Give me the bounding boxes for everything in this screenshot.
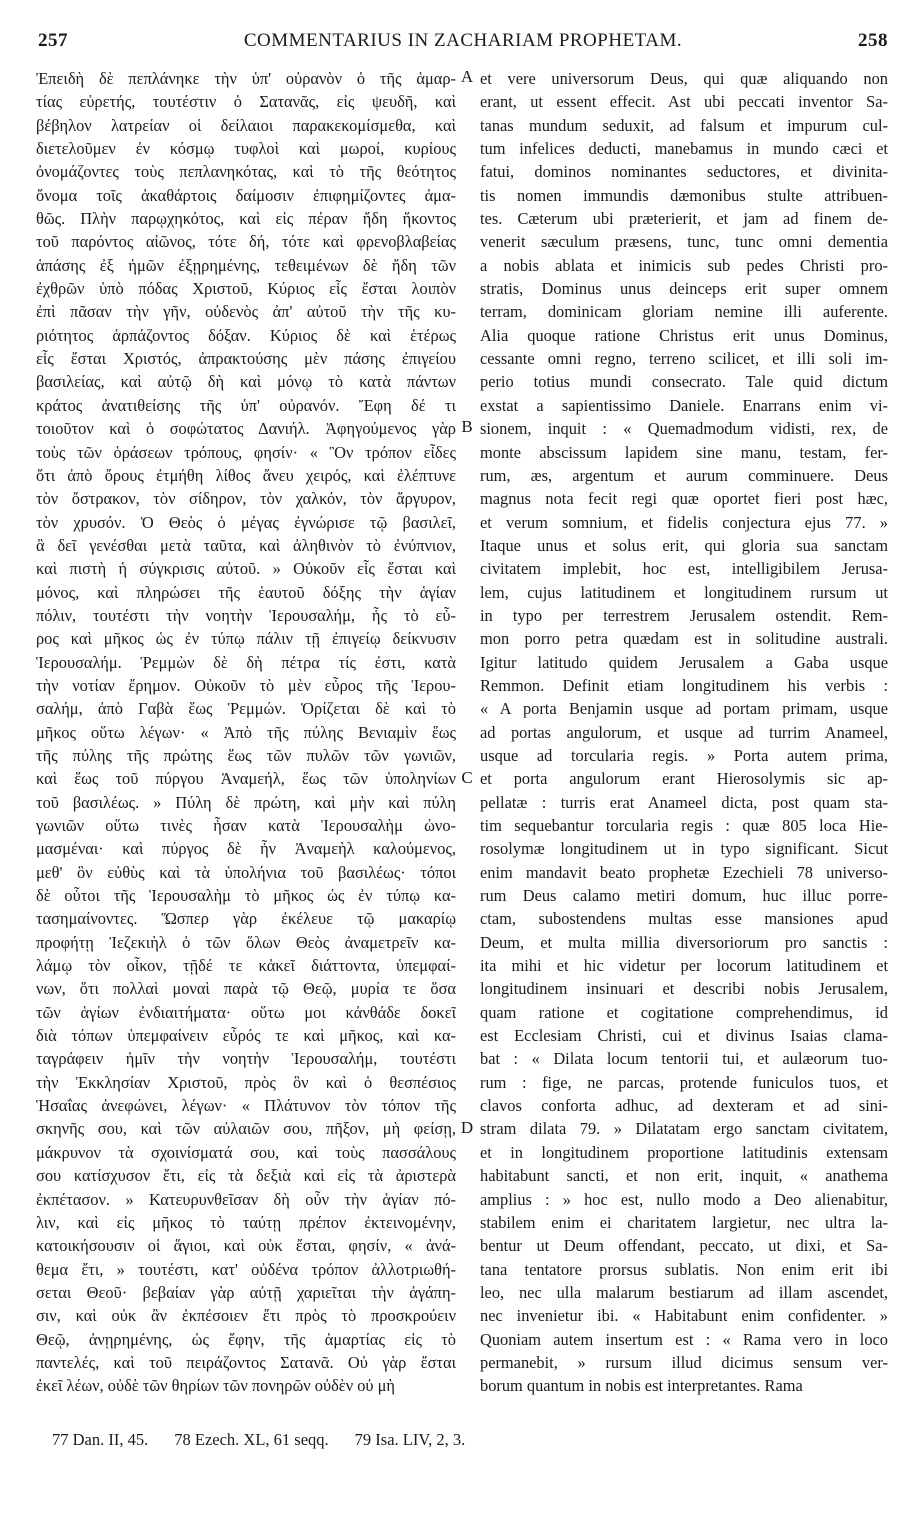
greek-text-line: μάκρυνον τὰ σχοινίσματά σου, καὶ τοὺς πασσάλους [36,1142,456,1162]
latin-text-line: erant, ut essent effecit. Ast ubi peccati inventor Sa- [480,92,888,112]
greek-text-line: θεμα ἔτι, » τουτέστι, κατ' οὐδένα τρόπον ἀλλοτριωθή- [36,1259,456,1279]
greek-text-line: κράτος ἀνατιθείσης τῆς ὑπ' οὐρανόν. Ἔφη δέ τι [36,395,456,415]
latin-text-line: permanebit, » rursum illud dicimus sensum ver- [480,1352,888,1372]
greek-text-line: ἃ δεῖ γενέσθαι μετὰ ταῦτα, καὶ ἀληθινὸν τὸ ἐνύπνιον, [36,535,456,555]
greek-text-line: καὶ πιστὴ ἡ σύγκρισις αὐτοῦ. » Οὐκοῦν εἷς ἔσται καὶ [36,559,456,579]
greek-text-line: σιν, καὶ οὐκ ἂν ἐκπέσοιεν ἔτι πρὸς τὸ προσκρούειν [36,1306,456,1326]
latin-text-line: quam ratione et cogitatione comprehendimus, id [480,1002,888,1022]
latin-text-line: Deum, et multa millia diversoriorum pro sanctis : [480,932,888,952]
latin-text-line: amplius : » hoc est, nullo modo a Deo alienabitur, [480,1189,888,1209]
greek-text-line: τοῦ βασιλέως. » Πύλη δὲ πρώτη, καὶ μὴν καὶ πύλη [36,792,456,812]
greek-text-line: τῆς πύλης τῆς πρώτης ἕως τῶν πυλῶν τῶν γωνιῶν, [36,745,456,765]
latin-text-line: usque ad torcularia regis. » Porta autem prima, [480,745,888,765]
latin-text-line: tim sequebantur torcularia regis : quæ 805 loca Hie- [480,816,888,835]
footnote: 78 Ezech. XL, 61 seqq. [174,1430,329,1449]
greek-text-line: παντελές, καὶ τοῦ πειράζοντος Σατανᾶ. Οὐ γὰρ ἔσται [36,1352,456,1372]
latin-text-line: Quoniam autem insertum est : « Rama vero in loco [480,1329,888,1349]
latin-text-line: perio totius mundi consecrato. Tale quid dictum [480,372,888,392]
greek-text-line: σαλήμ, ἀπὸ Γαβὰ ἕως Ῥεμμών. Ὁρίζεται δὲ καὶ τὸ [36,699,456,719]
greek-text-line: λιν, καὶ εἰς μῆκος τὸ ταύτῃ πρέπον ἐκτεινομένην, [36,1212,456,1232]
latin-text-line: lem, cujus latitudinem et longitudinem rursum ut [480,582,888,602]
footnote: 77 Dan. II, 45. [52,1430,149,1449]
greek-text-line: τασημαίνοντες. Ὥσπερ γὰρ ἐκέλευε τῷ μακαρίῳ [36,909,456,929]
greek-text-line: ὅτι ἀπὸ ὄρους ἐτμήθη λίθος ἄνευ χειρός, καὶ ἐλέπτυνε [36,465,456,485]
greek-text-line: ἐκεῖ λέων, οὐδὲ τῶν θηρίων τῶν πονηρῶν οὐδὲν οὐ μὴ [36,1376,395,1396]
greek-text-line: ὀνομάζοντες τοὺς πεπλανηκότας, καὶ τὸ τῆς θεότητος [36,162,456,182]
latin-text-line: et porta angulorum erant Hierosolymis sic ap- [480,769,888,789]
greek-text-line: τοῦ παρόντος αἰῶνος, τότε δή, τότε καὶ φρενοβλαβείας [36,232,456,252]
greek-text-line: ἐκπέτασον. » Κατευρυνθεῖσαν δὴ οὖν τὴν ἁγίαν πό- [36,1189,456,1209]
latin-text-line: tana tentatore prorsus sublatis. Non enim erit ibi [480,1259,888,1279]
latin-text-line: ita mihi et hic videtur per locorum latitudinem et [480,956,888,976]
greek-text-line: βέβηλον λατρείαν οἱ δείλαιοι παρακεκομίσμεθα, καὶ [36,115,456,135]
greek-text-line: τὴν νοτίαν ἔρημον. Οὐκοῦν τὸ μὲν εὖρος τῆς Ἱερου- [36,675,456,695]
greek-text-line: λάμῳ τὸν οἶκον, τῇδέ τε κἀκεῖ διάττοντα, ὑπεμφαί- [36,956,456,976]
latin-text-line: pellatæ : turris erat Anameel dicta, post quam sta- [480,792,888,812]
latin-text-line: exstat a sapientissimo Daniele. Enarrans enim vi- [480,395,888,415]
latin-text-line: stabilem enim ei charitatem largietur, nec ultra la- [480,1212,888,1232]
latin-text-line: borum quantum in nobis est interpretantes. Rama [480,1376,803,1396]
latin-text-line: rum, æs, argentum et aurum comminuere. Deus [480,465,888,485]
greek-text-line: Ἱερουσαλήμ. Ῥεμμὼν δὲ δὴ πέτρα τίς ἐστι, κατὰ [36,652,456,672]
latin-text-line: a nobis ablata et inimicis sub pedes Christi pro- [480,255,888,275]
footnotes [52,1430,872,1450]
latin-text-line: rum : fige, ne parcas, protende funiculos tuos, et [480,1072,888,1092]
margin-marker: C [461,767,473,787]
greek-text-line: ταγράφειν ἡμῖν τὴν νοητὴν Ἱερουσαλήμ, τουτέστι [36,1049,456,1069]
greek-text-line: τὴν Ἐκκλησίαν Χριστοῦ, πρὸς ὃν καὶ ὁ θεσπέσιος [36,1072,456,1092]
latin-text-line: nec invenietur ibi. « Habitabunt enim confidenter. » [480,1306,888,1326]
latin-text-line: et in longitudinem proportione latitudinis extensam [480,1142,888,1162]
greek-text-line: γωνιῶν οὕτω τινὲς ἦσαν κατὰ Ἱερουσαλὴμ ὠνο- [36,816,456,835]
latin-text-line: leo, nec ulla malarum bestiarum ad illam ascendet, [480,1282,888,1302]
latin-text-line: tanas mundum seduxit, ad falsum et impurum cul- [480,115,888,135]
latin-text-line: Alia quoque ratione Christus erit unus Dominus, [480,325,888,345]
greek-text-line: διὰ τόπων ὑπεμφαίνειν εὖρός τε καὶ μῆκος, καὶ κα- [36,1026,456,1046]
margin-marker: A [460,67,474,86]
greek-text-line: μασμέναι· καὶ πύργος δὲ ἦν Ἀναμεὴλ καλούμενος, [36,839,456,859]
greek-text-line: τὸν χρυσόν. Ὁ Θεὸς ὁ μέγας ἐγνώρισε τῷ βασιλεῖ, [36,512,456,532]
greek-text-line: σου κατίσχυσον ἔτι, εἰς τὰ δεξιὰ καὶ εἰς τὰ ἀριστερὰ [36,1166,456,1186]
latin-text-line: Remmon. Definit etiam longitudinem his verbis : [480,675,888,695]
latin-text-line: monte abscissum lapidem sine manu, testam, fer- [480,442,888,462]
latin-text-line: et vere universorum Deus, qui quæ aliquando non [480,69,888,88]
greek-text-line: ρος καὶ μῆκος ὡς ἐν τύπῳ πάλιν τῇ ἐπιγείῳ δείκνυσιν [36,629,456,649]
running-title: COMMENTARIUS IN ZACHARIAM PROPHETAM. [243,30,683,51]
latin-text-line: tum infelices deducti, manebamus in mundo cæci et [480,139,888,159]
left-page-number: 257 [38,30,68,51]
latin-text-line: civitatem implebit, hoc est, intelligibilem Jerusa- [480,559,888,579]
latin-text-line: habitabunt sancti, et non erit, inquit, « anathema [480,1166,888,1186]
latin-text-line: in typo per terrestrem Jerusalem ostendit. Rem- [480,605,888,625]
latin-text-line: « A porta Benjamin usque ad portam primam, usque [480,699,888,719]
latin-text-column [480,67,888,1398]
greek-text-line: τὸν ὄστρακον, τὸν σίδηρον, τὸν χαλκόν, τὸν ἄργυρον, [36,489,456,509]
latin-text-line: enim mandavit beato prophetæ Ezechieli 78 universo- [480,862,888,882]
greek-text-line: ἁπάσης ἐξ ἡμῶν ἐξῃρημένης, τεθειμένων δὲ ἤδη τῶν [36,255,456,275]
latin-text-line: et verum somnium, et fidelis conjectura ejus 77. » [480,512,888,532]
latin-text-line: cessante omni regno, terreno scilicet, et illi soli im- [480,349,888,369]
greek-text-line: ριότητος ἁρπάζοντος δόξαν. Κύριος δὲ καὶ ἑτέρως [36,325,456,345]
greek-text-line: διετελοῦμεν ἐν κόσμῳ τυφλοὶ καὶ μωροί, κυρίους [36,139,456,159]
greek-text-line: μόνος, καὶ πληρώσει τῆς ἑαυτοῦ δόξης τὴν ἁγίαν [36,582,456,602]
greek-text-line: δὲ οὗτοι τῆς Ἱερουσαλὴμ τὸ μῆκος ὡς ἐν τύπῳ κα- [36,886,456,906]
greek-text-line: πόλιν, τουτέστι τὴν νοητὴν Ἱερουσαλήμ, ἧς τὸ εὖ- [36,605,456,625]
greek-text-line: ὄνομα τοῖς ἀκαθάρτοις δαίμοσιν ἐπιφημίζοντες ἀμα- [36,185,456,205]
latin-text-line: venerit sæculum præsens, tunc, tunc omni dementia [480,232,888,252]
greek-text-line: νων, ὅτι πολλαὶ μοναὶ παρὰ τῷ Θεῷ, μυρία τε ὅσα [36,979,456,999]
latin-text-line: terram, dominicam gloriam nemine illi auferente. [480,302,888,322]
greek-text-column [36,67,456,1398]
greek-text-line: ἐπὶ πᾶσαν τὴν γῆν, οὐδενὸς ἀπ' αὐτοῦ τὴν τῆς κυ- [36,302,456,322]
greek-text-line: Ἐπειδὴ δὲ πεπλάνηκε τὴν ὑπ' οὐρανὸν ὁ τῆς ἁμαρ- [36,69,456,88]
latin-text-line: bat : « Dilata locum tentorii tui, et aulæorum tuo- [480,1049,888,1069]
latin-text-line: bentur ut Deum offendant, peccato, ut dixi, et Sa- [480,1236,888,1256]
latin-text-line: est Ecclesiam Christi, cui et divinus Isaias clama- [480,1026,888,1046]
latin-text-line: magnus nota fecit regi quæ oportet fieri post hæc, [480,489,888,509]
latin-text-line: rum Deus calamo metiri domum, huc illuc porre- [480,886,888,906]
latin-text-line: mon porro petra quædam est in solitudine australi. [480,629,888,649]
latin-text-line: ad portas angulorum, et usque ad turrim Anameel, [480,722,888,742]
greek-text-line: ἐχθρῶν ὑπὸ πόδας Χριστοῦ, Κύριος εἷς ἔσται λοιπὸν [36,279,456,299]
right-page-number: 258 [858,30,888,51]
latin-text-line: Itaque unus et solus erit, qui gloria sua sanctam [480,535,888,555]
greek-text-line: εἷς ἔσται Χριστός, ἀπρακτούσης μὲν πάσης ἐπιγείου [36,349,456,369]
page-header [38,30,888,58]
greek-text-line: κατοικήσουσιν οἱ ἅγιοι, καὶ οὐκ ἔσται, φησίν, « ἀνά- [36,1236,456,1256]
latin-text-line: tis nomen immundis dæmonibus stulte attribuen- [480,185,888,205]
greek-text-line: μῆκος οὕτω λέγων· « Ἀπὸ τῆς πύλης Βενιαμὶν ἕως [36,722,456,742]
margin-marker: B [461,417,473,437]
greek-text-line: Θεῷ, ἀνῃρημένης, ὡς ἔφην, τῆς ἁμαρτίας εἰς τὸ [36,1329,456,1349]
greek-text-line: τίας εὑρετής, τουτέστιν ὁ Σατανᾶς, εἰς ψευδῆ, καὶ [36,92,456,112]
greek-text-line: Ἡσαΐας ἀνεφώνει, λέγων· « Πλάτυνον τὸν τόπον τῆς [36,1096,456,1116]
greek-text-line: τῶν ἁγίων ἐνδιαιτήματα· οὕτω μοι κἀνθάδε δοκεῖ [36,1002,456,1022]
greek-text-line: προφήτῃ Ἰεζεκιὴλ ὁ τῶν ὅλων Θεὸς ἀναμετρεῖν κα- [36,932,456,952]
latin-text-line: tes. Cæterum ubi præterierit, et jam ad finem de- [480,209,888,229]
greek-text-line: σκηνῆς σου, καὶ τῶν αὐλαιῶν σου, πῆξον, μὴ φείσῃ, [36,1119,456,1139]
greek-text-line: καὶ ἕως τοῦ πύργου Ἀναμεήλ, ἕως τῶν ὑποληνίων [36,769,456,789]
latin-text-line: sionem, inquit : « Quemadmodum vidisti, rex, de [480,419,888,439]
latin-text-line: fatui, dominos nominantes seductores, et divinita- [480,162,888,182]
latin-text-line: ctam, subostendens multas esse mansiones apud [480,909,888,929]
greek-text-line: σεται Θεοῦ· βεβαίαν γὰρ αὐτῇ χαριεῖται τὴν ἀγάπη- [36,1282,456,1302]
latin-text-line: stram dilata 79. » Dilatatam ergo sanctam civitatem, [480,1119,888,1139]
greek-text-line: τοιοῦτον καὶ ὁ σοφώτατος Δανιήλ. Ἀφηγούμενος γὰρ [36,419,456,439]
latin-text-line: stratis, Dominus unus deinceps erit super omnem [480,279,888,299]
latin-text-line: Igitur latitudo quidem Jerusalem a Gaba usque [480,652,888,672]
greek-text-line: μεθ' ὃν εὐθὺς καὶ τὰ ὑπολήνια τοῦ βασιλέως· τόποι [36,862,456,882]
greek-text-line: τοὺς τῶν ὁράσεων τρόπους, φησίν· « Ὃν τρόπον εἶδες [36,442,456,462]
footnote: 79 Isa. LIV, 2, 3. [354,1430,466,1449]
greek-text-line: θῶς. Πλὴν παρῳχηκότος, καὶ εἰς πέραν ἤδη ἥκοντος [36,209,456,229]
margin-marker: D [460,1117,474,1137]
latin-text-line: clavos conforta adhuc, ad dexteram et ad sini- [480,1096,888,1116]
greek-text-line: βασιλείας, καὶ αὐτῷ δὴ καὶ μόνῳ τὸ κατὰ πάντων [36,372,456,392]
latin-text-line: rosolymæ longitudinem ut in typo significant. Sicut [480,839,888,859]
latin-text-line: longitudinem insinuari et describi nobis Jerusalem, [480,979,888,999]
